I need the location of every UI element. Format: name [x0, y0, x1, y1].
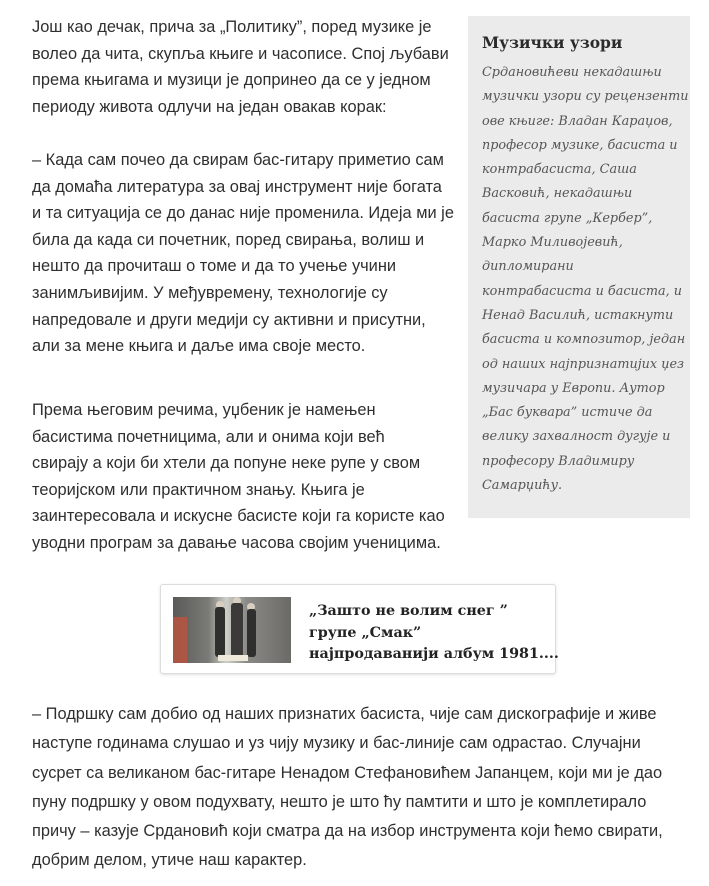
text-line: музичара у Европи. Аутор — [482, 380, 665, 396]
text-line: теоријском или практичном знању. Књига је — [32, 480, 365, 499]
text-line: причу – казује Срдановић који сматра да на избор инструмента који ћемо свирати, — [32, 822, 663, 841]
related-article-title[interactable] — [309, 601, 559, 666]
text-line: и та ситуација се до данас није променила. Идеја ми је — [32, 204, 454, 223]
related-article-card[interactable] — [160, 584, 559, 674]
text-line: Васковић, некадашњи — [482, 186, 633, 202]
text-line: сусрет са великаном бас-гитаре Ненадом Стефановићем Јапанцем, који ми је дао — [32, 763, 663, 782]
paragraph-intro — [32, 14, 449, 120]
text-line: али за мене књига и даље има своје место. — [32, 337, 366, 356]
text-line[interactable]: групе „Смак” — [309, 624, 422, 641]
text-line: музички узори су рецензенти — [482, 89, 689, 105]
text-line: нешто да прочиташ о томе и да то учење учини — [32, 257, 397, 276]
text-line: „Бас буквара” истиче да — [482, 405, 653, 421]
text-line: била да када си почетник, поред свирања, волиш и — [32, 230, 425, 249]
paragraph-quote-2 — [32, 700, 663, 876]
text-line: уводни програм за давање часова својим ученицима. — [32, 533, 441, 552]
text-line: професору Владимиру — [482, 453, 635, 469]
text-line: периоду живота одлучи на један овакав корак: — [32, 97, 387, 116]
text-line: басистима почетницима, али и онима који већ — [32, 427, 385, 446]
text-line: велику захвалност дугује и — [482, 429, 671, 445]
text-line: од наших најпризнатијих џез — [482, 356, 684, 372]
text-line: заинтересовала и искусне басисте који га користе као — [32, 507, 445, 526]
text-line[interactable]: најпродаванији албум 1981.... — [309, 646, 559, 662]
paragraph-textbook — [32, 397, 445, 557]
text-line: према књигама и музици је допринео да се у једном — [32, 71, 431, 90]
text-line: пуну подршку у овом подухвату, нешто је што ћу памтити и што је комплетирало — [32, 792, 647, 811]
text-line: напредовале и други медији су активни и присутни, — [32, 310, 426, 329]
text-line: ове књиге: Владан Караџов, — [482, 113, 673, 129]
text-line: Још као дечак, прича за „Политику”, поред музике је — [32, 18, 432, 36]
text-line: професор музике, басиста и — [482, 137, 678, 153]
text-line: контрабасиста, Саша — [482, 162, 637, 178]
text-line: дипломирани — [482, 259, 574, 275]
text-line: Самарџићу. — [482, 478, 563, 494]
text-line: Марко Миливојевић, — [482, 235, 623, 251]
paragraph-quote-1 — [32, 147, 454, 360]
text-line: волео да чита, скупља књиге и часописе. Спој љубави — [32, 44, 449, 63]
text-line: контрабасиста и басиста, и — [482, 283, 683, 299]
text-line: – Подршку сам добио од наших признатих басиста, чије сам дискографије и живе — [32, 705, 657, 723]
text-line: Ненад Василић, истакнути — [482, 307, 674, 323]
sidebar-body — [482, 61, 689, 498]
related-article-thumbnail[interactable] — [173, 597, 291, 663]
text-line: басиста и композитор, један — [482, 332, 686, 348]
text-line: Срдановићеви некадашњи — [482, 65, 662, 80]
text-line: – Када сам почео да свирам бас-гитару приметио сам — [32, 151, 444, 169]
sidebar-title: Музички узори — [482, 33, 623, 52]
text-line: Према његовим речима, уџбеник је намењен — [32, 401, 376, 419]
text-line[interactable]: „Зашто не волим снег ” — [309, 603, 508, 619]
text-line: добрим делом, утиче наш карактер. — [32, 851, 307, 870]
text-line: занимљивијим. У међувремену, технологије су — [32, 283, 388, 302]
sidebar-box-music-idols — [468, 16, 690, 518]
text-line: наступе годинама слушао и уз чију музику и бас-линије сам одрастао. Случајни — [32, 734, 641, 753]
text-line: да домаћа литература за овај инструмент није богата — [32, 177, 442, 196]
text-line: басиста групе „Кербер”, — [482, 210, 653, 226]
text-line: свирају а који би хтели да попуне неке рупе у свом — [32, 454, 421, 473]
